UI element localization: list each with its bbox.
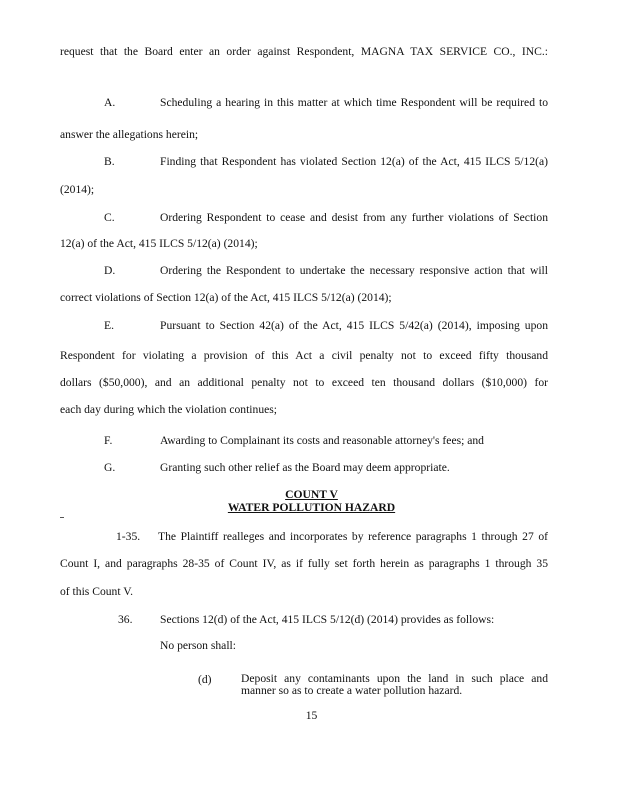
item-label-a: A.: [104, 96, 116, 109]
item-label-c: C.: [104, 211, 115, 224]
item-a-line: Scheduling a hearing in this matter at which time Respondent will be required to: [160, 96, 548, 109]
no-person-line: No person shall:: [160, 639, 236, 652]
item-g-line: Granting such other relief as the Board may deem appropriate.: [160, 461, 450, 474]
para-label: 36.: [118, 613, 133, 626]
para-line: Count I, and paragraphs 28-35 of Count IV, as if fully set forth herein as paragraphs 1 through 35: [60, 557, 548, 570]
item-d-line: Ordering the Respondent to undertake the necessary responsive action that will: [160, 264, 548, 277]
item-e-line: dollars ($50,000), and an additional penalty not to exceed ten thousand dollars ($10,000) for: [60, 376, 548, 389]
item-e-line: Respondent for violating a provision of this Act a civil penalty not to exceed fifty thousand: [60, 349, 548, 362]
item-b-line: (2014);: [60, 183, 95, 196]
item-d-line: correct violations of Section 12(a) of the Act, 415 ILCS 5/12(a) (2014);: [60, 291, 392, 304]
para-label: 1-35.: [116, 530, 141, 543]
item-e-line: Pursuant to Section 42(a) of the Act, 415 ILCS 5/42(a) (2014), imposing upon: [160, 319, 548, 332]
quote-text: Deposit any contaminants upon the land in such place and manner so as to create a water pollution hazard.: [241, 672, 548, 697]
quote-label: (d): [198, 673, 212, 686]
item-f-line: Awarding to Complainant its costs and reasonable attorney's fees; and: [160, 434, 484, 447]
item-c-line: 12(a) of the Act, 415 ILCS 5/12(a) (2014);: [60, 237, 258, 250]
para-line: Sections 12(d) of the Act, 415 ILCS 5/12(d) (2014) provides as follows:: [160, 613, 495, 626]
item-e-line: each day during which the violation continues;: [60, 403, 278, 416]
item-label-g: G.: [104, 461, 116, 474]
item-c-line: Ordering Respondent to cease and desist from any further violations of Section: [160, 211, 548, 224]
para-line: of this Count V.: [60, 585, 134, 598]
para-line: The Plaintiff realleges and incorporates by reference paragraphs 1 through 27 of: [158, 530, 548, 543]
count-heading: COUNT V: [285, 488, 338, 501]
intro-line: request that the Board enter an order against Respondent, MAGNA TAX SERVICE CO., INC.:: [60, 45, 548, 58]
item-a-line: answer the allegations herein;: [60, 128, 199, 141]
item-label-b: B.: [104, 155, 115, 168]
count-subheading: WATER POLLUTION HAZARD: [227, 501, 396, 514]
page-number: 15: [305, 709, 318, 722]
item-label-f: F.: [104, 434, 113, 447]
item-label-d: D.: [104, 264, 116, 277]
item-label-e: E.: [104, 319, 114, 332]
scan-mark: [60, 517, 64, 518]
item-b-line: Finding that Respondent has violated Section 12(a) of the Act, 415 ILCS 5/12(a): [160, 155, 548, 168]
